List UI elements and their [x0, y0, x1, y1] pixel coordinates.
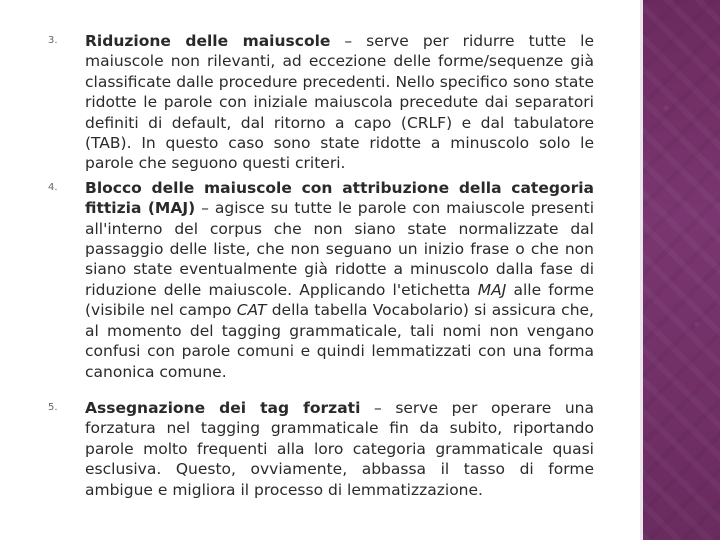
sidebar-texture [643, 0, 720, 540]
item-text: – agisce su tutte le parole con maiuscole presenti all'interno del corpus che non siano state normalizzate dal passaggio delle liste, che non seguano un inizio frase o che non siano state eventualmente già ridotte a minuscolo dalla fase di riduzione delle maiuscole. Applicando l'etichetta [85, 199, 595, 299]
item-title: Blocco delle maiuscole con attribuzione della categoria fittizia (MAJ) [85, 178, 594, 218]
item-emphasis: MAJ [477, 280, 507, 299]
list-paragraph [85, 31, 594, 174]
list-paragraph [85, 398, 594, 500]
list-number: 4. [48, 181, 58, 193]
list-number: 5. [48, 401, 58, 413]
item-title: Riduzione delle maiuscole [85, 32, 331, 50]
item-text: – serve per ridurre tutte le maiuscole non rilevanti, ad eccezione delle forme/sequenze già classificate dalle procedure precedenti. Nello specifico sono state ridotte le parole con iniziale maiuscola precedute dai separatori definiti di default, dal ritorno a capo (CRLF) e dal tabulatore (TAB). In questo caso sono state ridotte a minuscolo solo le parole che seguono questi criteri. [85, 32, 594, 173]
numbered-list [48, 31, 594, 500]
list-item-3 [48, 31, 594, 174]
list-paragraph [85, 178, 594, 382]
item-text: – serve per operare una forzatura nel tagging grammaticale fin da subito, riportando parole molto frequenti alla loro categoria grammaticale quasi esclusiva. Questo, ovviamente, abbassa il tasso di forme ambigue e migliora il processo di lemmatizzazione. [85, 398, 594, 499]
item-title: Assegnazione dei tag forzati [85, 398, 361, 417]
item-text: alle forme (visibile nel campo [85, 280, 594, 320]
list-number: 3. [48, 35, 58, 46]
item-emphasis: CAT [236, 301, 267, 320]
list-item-4 [48, 178, 594, 382]
list-item-5 [48, 398, 594, 500]
item-text: della tabella Vocabolario) si assicura che, al momento del tagging grammaticale, tali nomi non vengano confusi con parole comuni e quindi lemmatizzati con una forma canonica comune. [85, 301, 594, 381]
decorative-sidebar [643, 0, 720, 540]
